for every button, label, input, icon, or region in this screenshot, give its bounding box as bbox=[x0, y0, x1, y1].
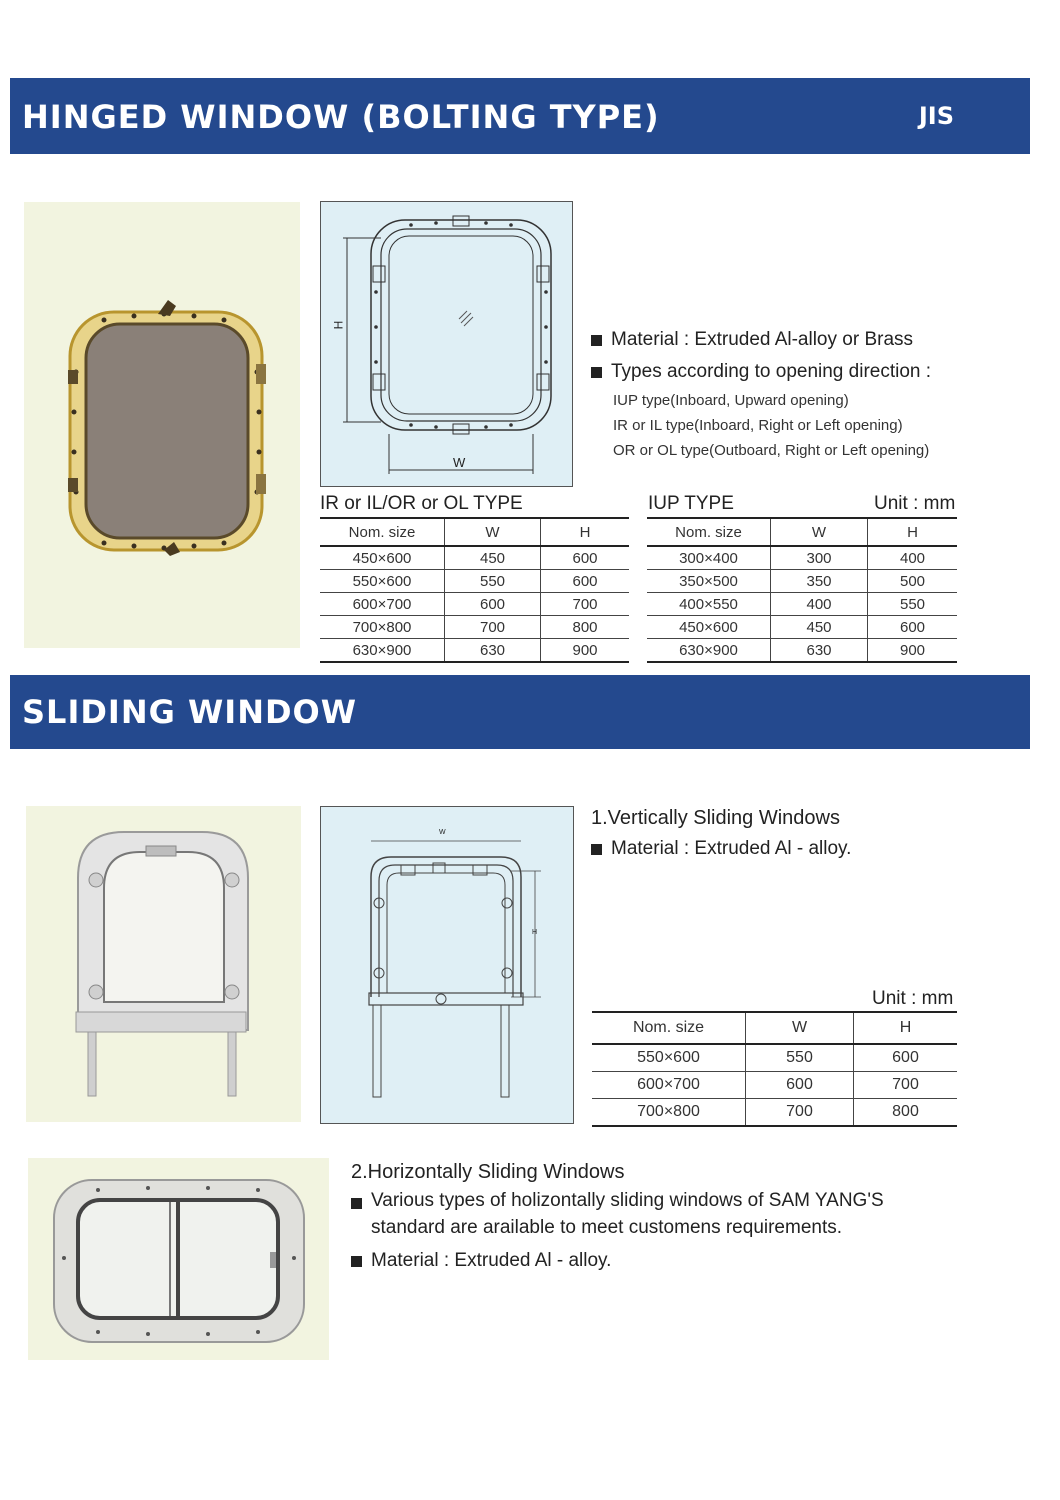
unit-label: Unit : mm bbox=[872, 988, 954, 1009]
table-cell: 550×600 bbox=[592, 1044, 746, 1072]
table-cell: 300 bbox=[771, 546, 868, 570]
column-header: W bbox=[445, 518, 541, 546]
table-cell: 800 bbox=[854, 1099, 958, 1127]
hinged-window-drawing bbox=[320, 201, 573, 487]
column-header: Nom. size bbox=[647, 518, 771, 546]
table-cell: 630×900 bbox=[647, 639, 771, 663]
vertical-sliding-spec bbox=[591, 803, 1031, 865]
table-cell: 700 bbox=[854, 1072, 958, 1099]
table-cell: 630 bbox=[445, 639, 541, 663]
table-cell: 630×900 bbox=[320, 639, 445, 663]
types-bullet: Types according to opening direction : bbox=[591, 356, 1031, 388]
horizontal-sliding-window-photo bbox=[28, 1158, 329, 1360]
table-row bbox=[320, 616, 629, 639]
table-cell: 350 bbox=[771, 570, 868, 593]
table-cell: 550 bbox=[746, 1044, 854, 1072]
column-header: H bbox=[868, 518, 958, 546]
iup-size-table bbox=[647, 517, 957, 663]
ir-or-size-table bbox=[320, 517, 629, 663]
table-cell: 900 bbox=[868, 639, 958, 663]
table-row bbox=[320, 593, 629, 616]
table-cell: 450×600 bbox=[320, 546, 445, 570]
table-row bbox=[320, 546, 629, 570]
table-cell: 700 bbox=[541, 593, 630, 616]
hinged-window-banner bbox=[10, 78, 1030, 154]
table-cell: 500 bbox=[868, 570, 958, 593]
table-cell: 550 bbox=[445, 570, 541, 593]
column-header: W bbox=[771, 518, 868, 546]
hinged-window-title: HINGED WINDOW (BOLTING TYPE) bbox=[22, 98, 660, 136]
table-row bbox=[647, 570, 957, 593]
table-cell: 300×400 bbox=[647, 546, 771, 570]
column-header: Nom. size bbox=[320, 518, 445, 546]
table-row bbox=[320, 639, 629, 663]
column-header: H bbox=[854, 1012, 958, 1044]
material-bullet: Material : Extruded Al - alloy. bbox=[351, 1245, 951, 1277]
table-row bbox=[647, 546, 957, 570]
hinged-window-photo bbox=[24, 202, 300, 648]
table-cell: 450×600 bbox=[647, 616, 771, 639]
horizontal-sliding-heading: 2.Horizontally Sliding Windows bbox=[351, 1161, 625, 1183]
table-cell: 600×700 bbox=[320, 593, 445, 616]
sliding-window-banner bbox=[10, 675, 1030, 749]
table-cell: 550×600 bbox=[320, 570, 445, 593]
table-cell: 600 bbox=[868, 616, 958, 639]
table-cell: 900 bbox=[541, 639, 630, 663]
table-cell: 700 bbox=[445, 616, 541, 639]
table-cell: 550 bbox=[868, 593, 958, 616]
standard-label: JIS bbox=[918, 102, 954, 130]
table-cell: 400 bbox=[868, 546, 958, 570]
table-cell: 600 bbox=[541, 570, 630, 593]
table-cell: 700×800 bbox=[320, 616, 445, 639]
table-caption-iup: IUP TYPE bbox=[648, 493, 734, 514]
vertical-sliding-window-photo bbox=[26, 806, 301, 1122]
type-item-or-ol: OR or OL type(Outboard, Right or Left opening) bbox=[613, 442, 930, 459]
availability-bullet: Various types of holizontally sliding windows of SAM YANG'S standard are arailable to meet customens requirements. bbox=[351, 1187, 921, 1241]
sliding-window-title: SLIDING WINDOW bbox=[22, 693, 358, 731]
material-bullet: Material : Extruded Al - alloy. bbox=[591, 833, 1031, 865]
column-header: Nom. size bbox=[592, 1012, 746, 1044]
table-row bbox=[647, 639, 957, 663]
vertical-sliding-heading: 1.Vertically Sliding Windows bbox=[591, 807, 840, 829]
vertical-sliding-window-drawing bbox=[320, 806, 574, 1124]
table-header-row bbox=[592, 1012, 957, 1044]
table-cell: 800 bbox=[541, 616, 630, 639]
table-row bbox=[592, 1044, 957, 1072]
table-cell: 400 bbox=[771, 593, 868, 616]
hinged-spec-list bbox=[591, 324, 1031, 463]
table-cell: 400×550 bbox=[647, 593, 771, 616]
unit-label: Unit : mm bbox=[874, 493, 956, 514]
width-dimension-label: W bbox=[439, 829, 446, 836]
table-row bbox=[592, 1099, 957, 1127]
table-header-row bbox=[647, 518, 957, 546]
width-dimension-label: W bbox=[453, 455, 466, 470]
table-cell: 600 bbox=[445, 593, 541, 616]
table-cell: 630 bbox=[771, 639, 868, 663]
table-cell: 600×700 bbox=[592, 1072, 746, 1099]
table-cell: 600 bbox=[854, 1044, 958, 1072]
table-cell: 450 bbox=[771, 616, 868, 639]
type-item-ir-il: IR or IL type(Inboard, Right or Left opening) bbox=[613, 417, 903, 434]
column-header: W bbox=[746, 1012, 854, 1044]
table-cell: 600 bbox=[541, 546, 630, 570]
height-dimension-label: H bbox=[532, 929, 538, 936]
table-row bbox=[647, 593, 957, 616]
horizontal-sliding-spec bbox=[351, 1157, 951, 1277]
table-row bbox=[320, 570, 629, 593]
table-row bbox=[647, 616, 957, 639]
table-cell: 600 bbox=[746, 1072, 854, 1099]
table-caption-ir-or: IR or IL/OR or OL TYPE bbox=[320, 493, 523, 514]
table-cell: 700 bbox=[746, 1099, 854, 1127]
table-cell: 700×800 bbox=[592, 1099, 746, 1127]
column-header: H bbox=[541, 518, 630, 546]
table-cell: 450 bbox=[445, 546, 541, 570]
type-item-iup: IUP type(Inboard, Upward opening) bbox=[613, 392, 849, 409]
vertical-sliding-size-table bbox=[592, 1011, 957, 1127]
table-row bbox=[592, 1072, 957, 1099]
material-bullet: Material : Extruded Al-alloy or Brass bbox=[591, 324, 1031, 356]
table-header-row bbox=[320, 518, 629, 546]
height-dimension-label: H bbox=[331, 320, 346, 330]
table-cell: 350×500 bbox=[647, 570, 771, 593]
